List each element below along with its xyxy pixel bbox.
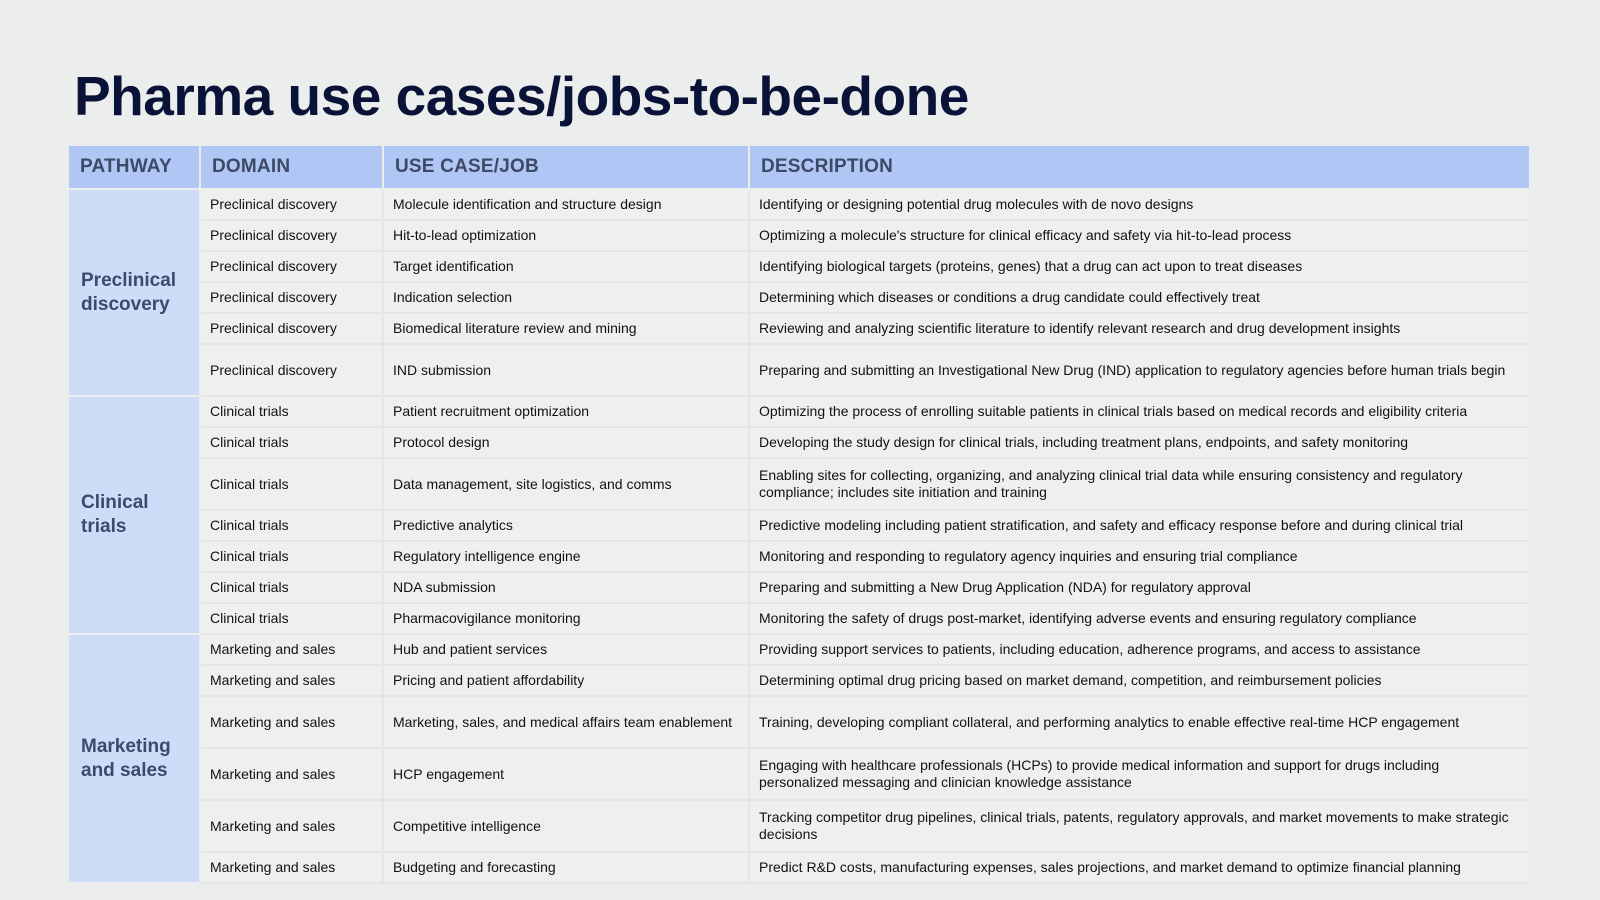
domain-cell: Preclinical discovery [200, 220, 383, 251]
description-cell: Identifying or designing potential drug molecules with de novo designs [749, 189, 1529, 220]
table-row [69, 541, 1529, 572]
table-row [69, 282, 1529, 313]
domain-cell: Preclinical discovery [200, 344, 383, 396]
use-case-cell: Regulatory intelligence engine [383, 541, 749, 572]
description-cell: Optimizing a molecule's structure for clinical efficacy and safety via hit-to-lead process [749, 220, 1529, 251]
use-case-cell: Hit-to-lead optimization [383, 220, 749, 251]
domain-cell: Marketing and sales [200, 665, 383, 696]
description-cell: Training, developing compliant collateral, and performing analytics to enable effective real-time HCP engagement [749, 696, 1529, 748]
use-case-cell: Target identification [383, 251, 749, 282]
description-cell: Determining which diseases or conditions a drug candidate could effectively treat [749, 282, 1529, 313]
header-domain: DOMAIN [200, 146, 383, 189]
table-row [69, 251, 1529, 282]
description-cell: Monitoring the safety of drugs post-market, identifying adverse events and ensuring regulatory compliance [749, 603, 1529, 634]
use-case-cell: NDA submission [383, 572, 749, 603]
pathway-clinical-trials: Clinical trials [69, 396, 200, 634]
use-case-cell: Biomedical literature review and mining [383, 313, 749, 344]
table-row [69, 344, 1529, 396]
use-case-cell: Patient recruitment optimization [383, 396, 749, 427]
domain-cell: Marketing and sales [200, 800, 383, 852]
header-pathway: PATHWAY [69, 146, 200, 189]
use-case-cell: Competitive intelligence [383, 800, 749, 852]
use-case-cell: HCP engagement [383, 748, 749, 800]
header-use-case: USE CASE/JOB [383, 146, 749, 189]
table-row [69, 800, 1529, 852]
description-cell: Monitoring and responding to regulatory agency inquiries and ensuring trial compliance [749, 541, 1529, 572]
use-case-cell: Indication selection [383, 282, 749, 313]
description-cell: Optimizing the process of enrolling suitable patients in clinical trials based on medical records and eligibility criteria [749, 396, 1529, 427]
use-case-cell: Predictive analytics [383, 510, 749, 541]
header-description: DESCRIPTION [749, 146, 1529, 189]
table-row [69, 313, 1529, 344]
table-row [69, 665, 1529, 696]
table-row [69, 603, 1529, 634]
table-row [69, 396, 1529, 427]
domain-cell: Clinical trials [200, 427, 383, 458]
domain-cell: Clinical trials [200, 458, 383, 510]
use-case-cell: Molecule identification and structure design [383, 189, 749, 220]
domain-cell: Preclinical discovery [200, 189, 383, 220]
domain-cell: Preclinical discovery [200, 313, 383, 344]
domain-cell: Marketing and sales [200, 852, 383, 883]
domain-cell: Preclinical discovery [200, 282, 383, 313]
use-case-cell: Pharmacovigilance monitoring [383, 603, 749, 634]
table-row [69, 189, 1529, 220]
table-row [69, 634, 1529, 665]
description-cell: Identifying biological targets (proteins, genes) that a drug can act upon to treat diseases [749, 251, 1529, 282]
table-row [69, 458, 1529, 510]
use-case-cell: Protocol design [383, 427, 749, 458]
description-cell: Reviewing and analyzing scientific literature to identify relevant research and drug development insights [749, 313, 1529, 344]
description-cell: Developing the study design for clinical trials, including treatment plans, endpoints, and safety monitoring [749, 427, 1529, 458]
description-cell: Predictive modeling including patient stratification, and safety and efficacy response before and during clinical trial [749, 510, 1529, 541]
domain-cell: Marketing and sales [200, 634, 383, 665]
use-case-cell: Hub and patient services [383, 634, 749, 665]
page-title: Pharma use cases/jobs-to-be-done [74, 65, 969, 127]
pathway-preclinical-discovery: Preclinical discovery [69, 189, 200, 396]
use-case-cell: Pricing and patient affordability [383, 665, 749, 696]
description-cell: Preparing and submitting a New Drug Application (NDA) for regulatory approval [749, 572, 1529, 603]
description-cell: Enabling sites for collecting, organizing, and analyzing clinical trial data while ensuring consistency and regulatory compliance; includes site initiation and training [749, 458, 1529, 510]
description-cell: Tracking competitor drug pipelines, clinical trials, patents, regulatory approvals, and market movements to make strategic decisions [749, 800, 1529, 852]
table-header-row [69, 146, 1529, 189]
table-row [69, 510, 1529, 541]
table-row [69, 427, 1529, 458]
pathway-marketing-and-sales: Marketing and sales [69, 634, 200, 883]
use-case-cell: Data management, site logistics, and comms [383, 458, 749, 510]
domain-cell: Preclinical discovery [200, 251, 383, 282]
description-cell: Predict R&D costs, manufacturing expenses, sales projections, and market demand to optimize financial planning [749, 852, 1529, 883]
use-case-cell: Budgeting and forecasting [383, 852, 749, 883]
domain-cell: Clinical trials [200, 541, 383, 572]
description-cell: Preparing and submitting an Investigational New Drug (IND) application to regulatory agencies before human trials begin [749, 344, 1529, 396]
use-case-cell: Marketing, sales, and medical affairs team enablement [383, 696, 749, 748]
table-row [69, 852, 1529, 883]
domain-cell: Marketing and sales [200, 748, 383, 800]
table-row [69, 748, 1529, 800]
description-cell: Determining optimal drug pricing based on market demand, competition, and reimbursement policies [749, 665, 1529, 696]
domain-cell: Clinical trials [200, 510, 383, 541]
domain-cell: Marketing and sales [200, 696, 383, 748]
table-row [69, 696, 1529, 748]
table-row [69, 572, 1529, 603]
description-cell: Engaging with healthcare professionals (HCPs) to provide medical information and support for drugs including personalized messaging and clinician knowledge assistance [749, 748, 1529, 800]
domain-cell: Clinical trials [200, 396, 383, 427]
use-case-table [69, 146, 1529, 884]
use-case-cell: IND submission [383, 344, 749, 396]
domain-cell: Clinical trials [200, 603, 383, 634]
description-cell: Providing support services to patients, including education, adherence programs, and access to assistance [749, 634, 1529, 665]
domain-cell: Clinical trials [200, 572, 383, 603]
table-row [69, 220, 1529, 251]
